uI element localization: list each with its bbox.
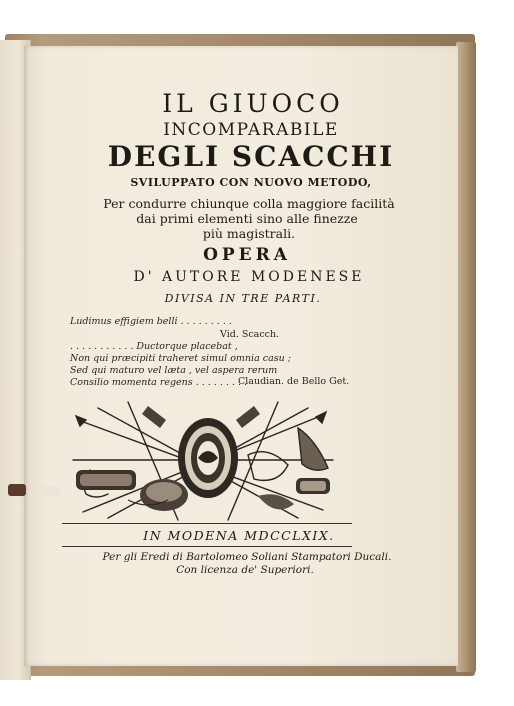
epigraph-line-4: Non qui præcipiti traheret simul omnia casu ; [70,353,291,364]
title-line-1: IL GIUOCO [162,89,344,118]
stain-mark [8,484,26,496]
parts-line: DIVISA IN TRE PARTI. [164,292,322,305]
imprint-rule-bottom [62,546,352,547]
epigraph-line-5: Sed qui maturo vel læta , vel aspera rerum [70,365,278,376]
epigraph-line-3: . . . . . . . . . . . Ductorque placebat , [70,341,238,352]
trophy-vignette-icon [68,400,338,522]
title-line-2: INCOMPARABILE [163,120,339,140]
epigraph-line-1: Ludimus effigiem belli . . . . . . . . . [70,316,232,327]
paper-tab [34,486,60,496]
title-line-3: DEGLI SCACCHI [107,140,395,173]
imprint-printer: Per gli Eredi di Bartolomeo Soliani Stampatori Ducali. [102,551,392,563]
imprint-licence: Con licenza de' Superiori. [176,564,314,576]
subtitle: SVILUPPATO CON NUOVO METODO, [130,176,372,189]
epigraph-line-2: Vid. Scacch. [220,329,280,340]
opera-heading: OPERA [203,245,291,265]
epigraph-source: Claudian. de Bello Get. [238,376,350,387]
author-line: D' AUTORE MODENESE [133,269,365,285]
imprint-rule-top [62,523,352,524]
description-line-1: Per condurre chiunque colla maggiore facilità [103,196,395,211]
epigraph-line-6: Consilio momenta regens . . . . . . . . . [70,377,248,388]
imprint-place: IN MODENA MDCCLXIX. [143,528,335,543]
description-line-2: dai primi elementi sino alle finezze [136,211,358,226]
description-line-3: più magistrali. [202,226,296,241]
